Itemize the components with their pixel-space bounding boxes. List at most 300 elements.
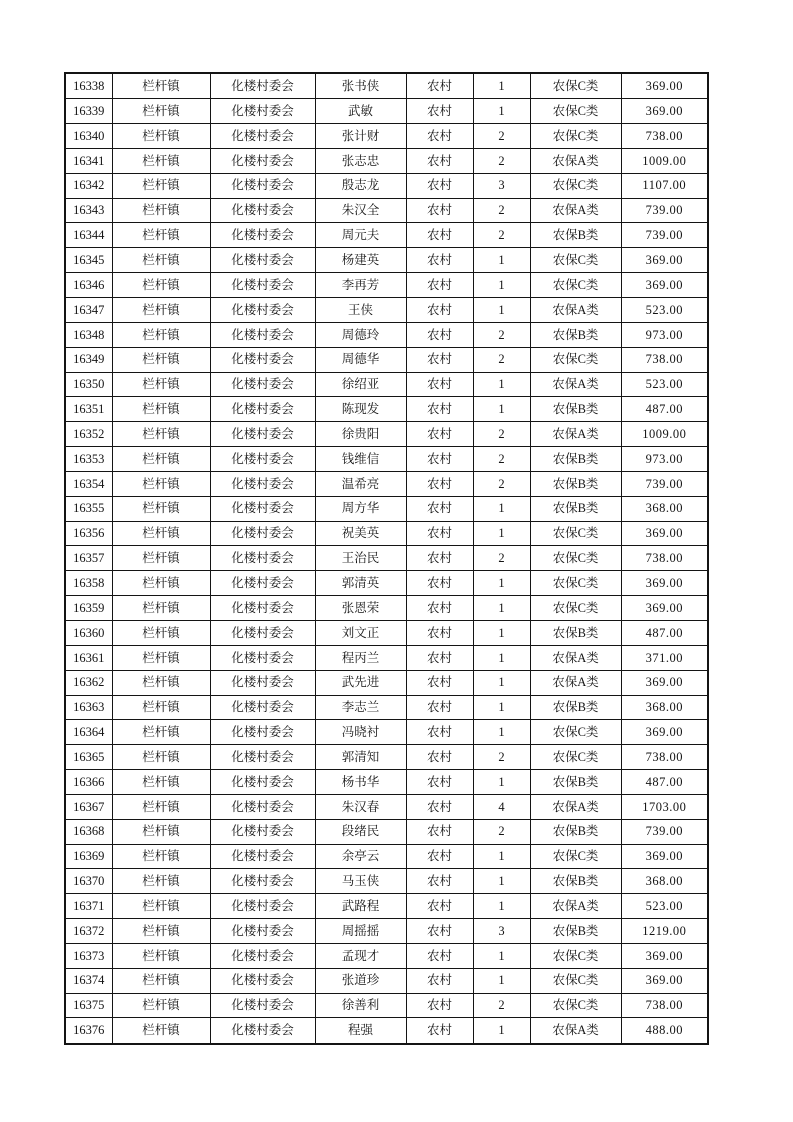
table-row	[65, 596, 708, 621]
person-count-cell: 4	[473, 794, 530, 819]
village-cell: 化楼村委会	[210, 645, 315, 670]
amount-cell: 738.00	[621, 347, 708, 372]
table-row	[65, 198, 708, 223]
serial-cell: 16354	[65, 471, 112, 496]
insurance-category-cell: 农保B类	[530, 397, 621, 422]
residence-type-cell: 农村	[406, 670, 473, 695]
table-row	[65, 1018, 708, 1044]
residence-type-cell: 农村	[406, 645, 473, 670]
person-count-cell: 1	[473, 248, 530, 273]
town-cell: 栏杆镇	[112, 471, 210, 496]
town-cell: 栏杆镇	[112, 347, 210, 372]
village-cell: 化楼村委会	[210, 496, 315, 521]
person-count-cell: 2	[473, 471, 530, 496]
village-cell: 化楼村委会	[210, 322, 315, 347]
residence-type-cell: 农村	[406, 968, 473, 993]
town-cell: 栏杆镇	[112, 148, 210, 173]
serial-cell: 16373	[65, 943, 112, 968]
insurance-category-cell: 农保C类	[530, 596, 621, 621]
village-cell: 化楼村委会	[210, 819, 315, 844]
person-count-cell: 1	[473, 943, 530, 968]
village-cell: 化楼村委会	[210, 148, 315, 173]
residence-type-cell: 农村	[406, 521, 473, 546]
table-row	[65, 720, 708, 745]
person-name-cell: 李再芳	[315, 273, 406, 298]
residence-type-cell: 农村	[406, 347, 473, 372]
residence-type-cell: 农村	[406, 1018, 473, 1044]
town-cell: 栏杆镇	[112, 447, 210, 472]
village-cell: 化楼村委会	[210, 993, 315, 1018]
table-row	[65, 521, 708, 546]
amount-cell: 369.00	[621, 248, 708, 273]
amount-cell: 973.00	[621, 322, 708, 347]
serial-cell: 16344	[65, 223, 112, 248]
village-cell: 化楼村委会	[210, 521, 315, 546]
amount-cell: 371.00	[621, 645, 708, 670]
amount-cell: 369.00	[621, 273, 708, 298]
person-count-cell: 2	[473, 347, 530, 372]
village-cell: 化楼村委会	[210, 670, 315, 695]
serial-cell: 16349	[65, 347, 112, 372]
town-cell: 栏杆镇	[112, 73, 210, 99]
insurance-category-cell: 农保A类	[530, 198, 621, 223]
insurance-category-cell: 农保A类	[530, 1018, 621, 1044]
person-name-cell: 周摇摇	[315, 919, 406, 944]
amount-cell: 487.00	[621, 397, 708, 422]
amount-cell: 523.00	[621, 894, 708, 919]
village-cell: 化楼村委会	[210, 720, 315, 745]
table-row	[65, 173, 708, 198]
table-row	[65, 745, 708, 770]
amount-cell: 1107.00	[621, 173, 708, 198]
insurance-category-cell: 农保A类	[530, 298, 621, 323]
insurance-category-cell: 农保B类	[530, 819, 621, 844]
person-count-cell: 2	[473, 546, 530, 571]
amount-cell: 739.00	[621, 471, 708, 496]
serial-cell: 16345	[65, 248, 112, 273]
serial-cell: 16357	[65, 546, 112, 571]
amount-cell: 488.00	[621, 1018, 708, 1044]
person-name-cell: 程丙兰	[315, 645, 406, 670]
village-cell: 化楼村委会	[210, 546, 315, 571]
amount-cell: 738.00	[621, 993, 708, 1018]
serial-cell: 16359	[65, 596, 112, 621]
amount-cell: 487.00	[621, 620, 708, 645]
person-name-cell: 周德玲	[315, 322, 406, 347]
serial-cell: 16340	[65, 124, 112, 149]
insurance-category-cell: 农保B类	[530, 322, 621, 347]
person-count-cell: 2	[473, 993, 530, 1018]
insurance-category-cell: 农保C类	[530, 73, 621, 99]
insurance-category-cell: 农保B类	[530, 471, 621, 496]
residence-type-cell: 农村	[406, 546, 473, 571]
person-count-cell: 1	[473, 372, 530, 397]
serial-cell: 16375	[65, 993, 112, 1018]
serial-cell: 16338	[65, 73, 112, 99]
person-count-cell: 1	[473, 596, 530, 621]
serial-cell: 16352	[65, 422, 112, 447]
amount-cell: 369.00	[621, 73, 708, 99]
residence-type-cell: 农村	[406, 322, 473, 347]
table-row	[65, 794, 708, 819]
amount-cell: 369.00	[621, 521, 708, 546]
town-cell: 栏杆镇	[112, 546, 210, 571]
residence-type-cell: 农村	[406, 720, 473, 745]
amount-cell: 369.00	[621, 596, 708, 621]
amount-cell: 739.00	[621, 198, 708, 223]
amount-cell: 738.00	[621, 124, 708, 149]
serial-cell: 16374	[65, 968, 112, 993]
insurance-category-cell: 农保B类	[530, 447, 621, 472]
amount-cell: 1703.00	[621, 794, 708, 819]
amount-cell: 487.00	[621, 770, 708, 795]
village-cell: 化楼村委会	[210, 248, 315, 273]
residence-type-cell: 农村	[406, 73, 473, 99]
insurance-category-cell: 农保C类	[530, 173, 621, 198]
insurance-category-cell: 农保C类	[530, 844, 621, 869]
person-count-cell: 3	[473, 919, 530, 944]
village-cell: 化楼村委会	[210, 968, 315, 993]
person-count-cell: 1	[473, 894, 530, 919]
residence-type-cell: 农村	[406, 745, 473, 770]
village-cell: 化楼村委会	[210, 770, 315, 795]
village-cell: 化楼村委会	[210, 620, 315, 645]
residence-type-cell: 农村	[406, 571, 473, 596]
serial-cell: 16348	[65, 322, 112, 347]
serial-cell: 16362	[65, 670, 112, 695]
serial-cell: 16366	[65, 770, 112, 795]
amount-cell: 738.00	[621, 546, 708, 571]
table-row	[65, 347, 708, 372]
village-cell: 化楼村委会	[210, 894, 315, 919]
table-row	[65, 844, 708, 869]
insurance-category-cell: 农保C类	[530, 943, 621, 968]
insurance-category-cell: 农保C类	[530, 347, 621, 372]
village-cell: 化楼村委会	[210, 397, 315, 422]
table-row	[65, 223, 708, 248]
serial-cell: 16353	[65, 447, 112, 472]
insurance-category-cell: 农保A类	[530, 794, 621, 819]
person-name-cell: 徐贵阳	[315, 422, 406, 447]
table-body	[65, 73, 708, 1044]
village-cell: 化楼村委会	[210, 571, 315, 596]
town-cell: 栏杆镇	[112, 397, 210, 422]
village-cell: 化楼村委会	[210, 422, 315, 447]
town-cell: 栏杆镇	[112, 819, 210, 844]
person-count-cell: 1	[473, 695, 530, 720]
serial-cell: 16347	[65, 298, 112, 323]
village-cell: 化楼村委会	[210, 99, 315, 124]
table-row	[65, 968, 708, 993]
town-cell: 栏杆镇	[112, 223, 210, 248]
residence-type-cell: 农村	[406, 248, 473, 273]
person-name-cell: 程强	[315, 1018, 406, 1044]
person-count-cell: 1	[473, 645, 530, 670]
person-count-cell: 2	[473, 198, 530, 223]
person-count-cell: 1	[473, 99, 530, 124]
village-cell: 化楼村委会	[210, 794, 315, 819]
village-cell: 化楼村委会	[210, 695, 315, 720]
table-row	[65, 397, 708, 422]
amount-cell: 738.00	[621, 745, 708, 770]
residence-type-cell: 农村	[406, 794, 473, 819]
table-row	[65, 620, 708, 645]
table-row	[65, 372, 708, 397]
serial-cell: 16368	[65, 819, 112, 844]
amount-cell: 369.00	[621, 720, 708, 745]
residence-type-cell: 农村	[406, 198, 473, 223]
village-cell: 化楼村委会	[210, 943, 315, 968]
serial-cell: 16361	[65, 645, 112, 670]
insurance-category-cell: 农保C类	[530, 571, 621, 596]
table-row	[65, 869, 708, 894]
town-cell: 栏杆镇	[112, 993, 210, 1018]
village-cell: 化楼村委会	[210, 869, 315, 894]
person-name-cell: 温希亮	[315, 471, 406, 496]
person-name-cell: 周德华	[315, 347, 406, 372]
serial-cell: 16350	[65, 372, 112, 397]
residence-type-cell: 农村	[406, 943, 473, 968]
serial-cell: 16371	[65, 894, 112, 919]
person-count-cell: 2	[473, 422, 530, 447]
town-cell: 栏杆镇	[112, 99, 210, 124]
person-count-cell: 1	[473, 273, 530, 298]
serial-cell: 16343	[65, 198, 112, 223]
person-count-cell: 1	[473, 397, 530, 422]
table-row	[65, 248, 708, 273]
village-cell: 化楼村委会	[210, 173, 315, 198]
person-name-cell: 周元夫	[315, 223, 406, 248]
serial-cell: 16346	[65, 273, 112, 298]
residence-type-cell: 农村	[406, 869, 473, 894]
insurance-category-cell: 农保A类	[530, 894, 621, 919]
town-cell: 栏杆镇	[112, 596, 210, 621]
village-cell: 化楼村委会	[210, 198, 315, 223]
person-count-cell: 1	[473, 670, 530, 695]
town-cell: 栏杆镇	[112, 273, 210, 298]
serial-cell: 16372	[65, 919, 112, 944]
town-cell: 栏杆镇	[112, 372, 210, 397]
serial-cell: 16358	[65, 571, 112, 596]
person-count-cell: 1	[473, 770, 530, 795]
person-name-cell: 冯晓衬	[315, 720, 406, 745]
person-name-cell: 张书侠	[315, 73, 406, 99]
amount-cell: 369.00	[621, 99, 708, 124]
town-cell: 栏杆镇	[112, 1018, 210, 1044]
insurance-category-cell: 农保A类	[530, 148, 621, 173]
insurance-category-cell: 农保C类	[530, 993, 621, 1018]
insurance-category-cell: 农保B类	[530, 770, 621, 795]
table-row	[65, 645, 708, 670]
person-name-cell: 李志兰	[315, 695, 406, 720]
residence-type-cell: 农村	[406, 993, 473, 1018]
serial-cell: 16341	[65, 148, 112, 173]
residence-type-cell: 农村	[406, 273, 473, 298]
amount-cell: 739.00	[621, 819, 708, 844]
amount-cell: 973.00	[621, 447, 708, 472]
table-row	[65, 819, 708, 844]
amount-cell: 1009.00	[621, 422, 708, 447]
residence-type-cell: 农村	[406, 596, 473, 621]
person-count-cell: 1	[473, 968, 530, 993]
amount-cell: 523.00	[621, 298, 708, 323]
table-row	[65, 148, 708, 173]
table-row	[65, 670, 708, 695]
village-cell: 化楼村委会	[210, 745, 315, 770]
residence-type-cell: 农村	[406, 173, 473, 198]
person-name-cell: 武先进	[315, 670, 406, 695]
town-cell: 栏杆镇	[112, 844, 210, 869]
amount-cell: 523.00	[621, 372, 708, 397]
table-row	[65, 73, 708, 99]
serial-cell: 16351	[65, 397, 112, 422]
table-row	[65, 993, 708, 1018]
insurance-category-cell: 农保A类	[530, 670, 621, 695]
person-name-cell: 张恩荣	[315, 596, 406, 621]
person-name-cell: 余亭云	[315, 844, 406, 869]
person-name-cell: 朱汉春	[315, 794, 406, 819]
person-count-cell: 1	[473, 844, 530, 869]
insurance-category-cell: 农保B类	[530, 919, 621, 944]
serial-cell: 16356	[65, 521, 112, 546]
serial-cell: 16369	[65, 844, 112, 869]
person-name-cell: 张道珍	[315, 968, 406, 993]
person-name-cell: 杨书华	[315, 770, 406, 795]
person-name-cell: 段绪民	[315, 819, 406, 844]
person-name-cell: 祝美英	[315, 521, 406, 546]
serial-cell: 16370	[65, 869, 112, 894]
person-name-cell: 杨建英	[315, 248, 406, 273]
town-cell: 栏杆镇	[112, 670, 210, 695]
town-cell: 栏杆镇	[112, 745, 210, 770]
person-name-cell: 徐绍亚	[315, 372, 406, 397]
table-row	[65, 447, 708, 472]
amount-cell: 369.00	[621, 670, 708, 695]
residence-type-cell: 农村	[406, 99, 473, 124]
person-name-cell: 钱维信	[315, 447, 406, 472]
person-name-cell: 徐善利	[315, 993, 406, 1018]
serial-cell: 16365	[65, 745, 112, 770]
person-count-cell: 2	[473, 322, 530, 347]
residence-type-cell: 农村	[406, 471, 473, 496]
town-cell: 栏杆镇	[112, 770, 210, 795]
village-cell: 化楼村委会	[210, 347, 315, 372]
residence-type-cell: 农村	[406, 770, 473, 795]
village-cell: 化楼村委会	[210, 1018, 315, 1044]
town-cell: 栏杆镇	[112, 298, 210, 323]
person-name-cell: 孟现才	[315, 943, 406, 968]
residence-type-cell: 农村	[406, 620, 473, 645]
village-cell: 化楼村委会	[210, 596, 315, 621]
town-cell: 栏杆镇	[112, 248, 210, 273]
town-cell: 栏杆镇	[112, 695, 210, 720]
amount-cell: 369.00	[621, 943, 708, 968]
table-row	[65, 943, 708, 968]
person-name-cell: 刘文正	[315, 620, 406, 645]
serial-cell: 16376	[65, 1018, 112, 1044]
village-cell: 化楼村委会	[210, 372, 315, 397]
table-row	[65, 894, 708, 919]
benefits-table	[64, 72, 709, 1045]
insurance-category-cell: 农保B类	[530, 496, 621, 521]
town-cell: 栏杆镇	[112, 571, 210, 596]
residence-type-cell: 农村	[406, 919, 473, 944]
village-cell: 化楼村委会	[210, 844, 315, 869]
table-row	[65, 322, 708, 347]
table-row	[65, 99, 708, 124]
residence-type-cell: 农村	[406, 397, 473, 422]
town-cell: 栏杆镇	[112, 620, 210, 645]
village-cell: 化楼村委会	[210, 273, 315, 298]
person-name-cell: 郭清知	[315, 745, 406, 770]
person-count-cell: 1	[473, 298, 530, 323]
insurance-category-cell: 农保A类	[530, 645, 621, 670]
table-row	[65, 124, 708, 149]
village-cell: 化楼村委会	[210, 471, 315, 496]
person-count-cell: 3	[473, 173, 530, 198]
residence-type-cell: 农村	[406, 422, 473, 447]
person-count-cell: 1	[473, 1018, 530, 1044]
person-name-cell: 殷志龙	[315, 173, 406, 198]
table-row	[65, 298, 708, 323]
town-cell: 栏杆镇	[112, 869, 210, 894]
town-cell: 栏杆镇	[112, 496, 210, 521]
serial-cell: 16360	[65, 620, 112, 645]
residence-type-cell: 农村	[406, 124, 473, 149]
person-name-cell: 陈现发	[315, 397, 406, 422]
person-name-cell: 王治民	[315, 546, 406, 571]
town-cell: 栏杆镇	[112, 521, 210, 546]
insurance-category-cell: 农保A类	[530, 372, 621, 397]
residence-type-cell: 农村	[406, 148, 473, 173]
residence-type-cell: 农村	[406, 496, 473, 521]
person-name-cell: 朱汉全	[315, 198, 406, 223]
insurance-category-cell: 农保C类	[530, 273, 621, 298]
serial-cell: 16363	[65, 695, 112, 720]
amount-cell: 368.00	[621, 695, 708, 720]
town-cell: 栏杆镇	[112, 794, 210, 819]
town-cell: 栏杆镇	[112, 720, 210, 745]
table-row	[65, 273, 708, 298]
person-count-cell: 2	[473, 223, 530, 248]
village-cell: 化楼村委会	[210, 223, 315, 248]
insurance-category-cell: 农保C类	[530, 124, 621, 149]
table-row	[65, 422, 708, 447]
town-cell: 栏杆镇	[112, 198, 210, 223]
residence-type-cell: 农村	[406, 372, 473, 397]
residence-type-cell: 农村	[406, 298, 473, 323]
insurance-category-cell: 农保B类	[530, 695, 621, 720]
village-cell: 化楼村委会	[210, 919, 315, 944]
insurance-category-cell: 农保C类	[530, 248, 621, 273]
person-name-cell: 张计财	[315, 124, 406, 149]
person-count-cell: 1	[473, 521, 530, 546]
person-count-cell: 2	[473, 745, 530, 770]
residence-type-cell: 农村	[406, 223, 473, 248]
village-cell: 化楼村委会	[210, 447, 315, 472]
residence-type-cell: 农村	[406, 695, 473, 720]
amount-cell: 368.00	[621, 496, 708, 521]
serial-cell: 16367	[65, 794, 112, 819]
person-count-cell: 1	[473, 869, 530, 894]
person-name-cell: 周方华	[315, 496, 406, 521]
person-name-cell: 武敏	[315, 99, 406, 124]
person-name-cell: 郭清英	[315, 571, 406, 596]
table-row	[65, 695, 708, 720]
residence-type-cell: 农村	[406, 844, 473, 869]
insurance-category-cell: 农保B类	[530, 869, 621, 894]
person-count-cell: 1	[473, 73, 530, 99]
